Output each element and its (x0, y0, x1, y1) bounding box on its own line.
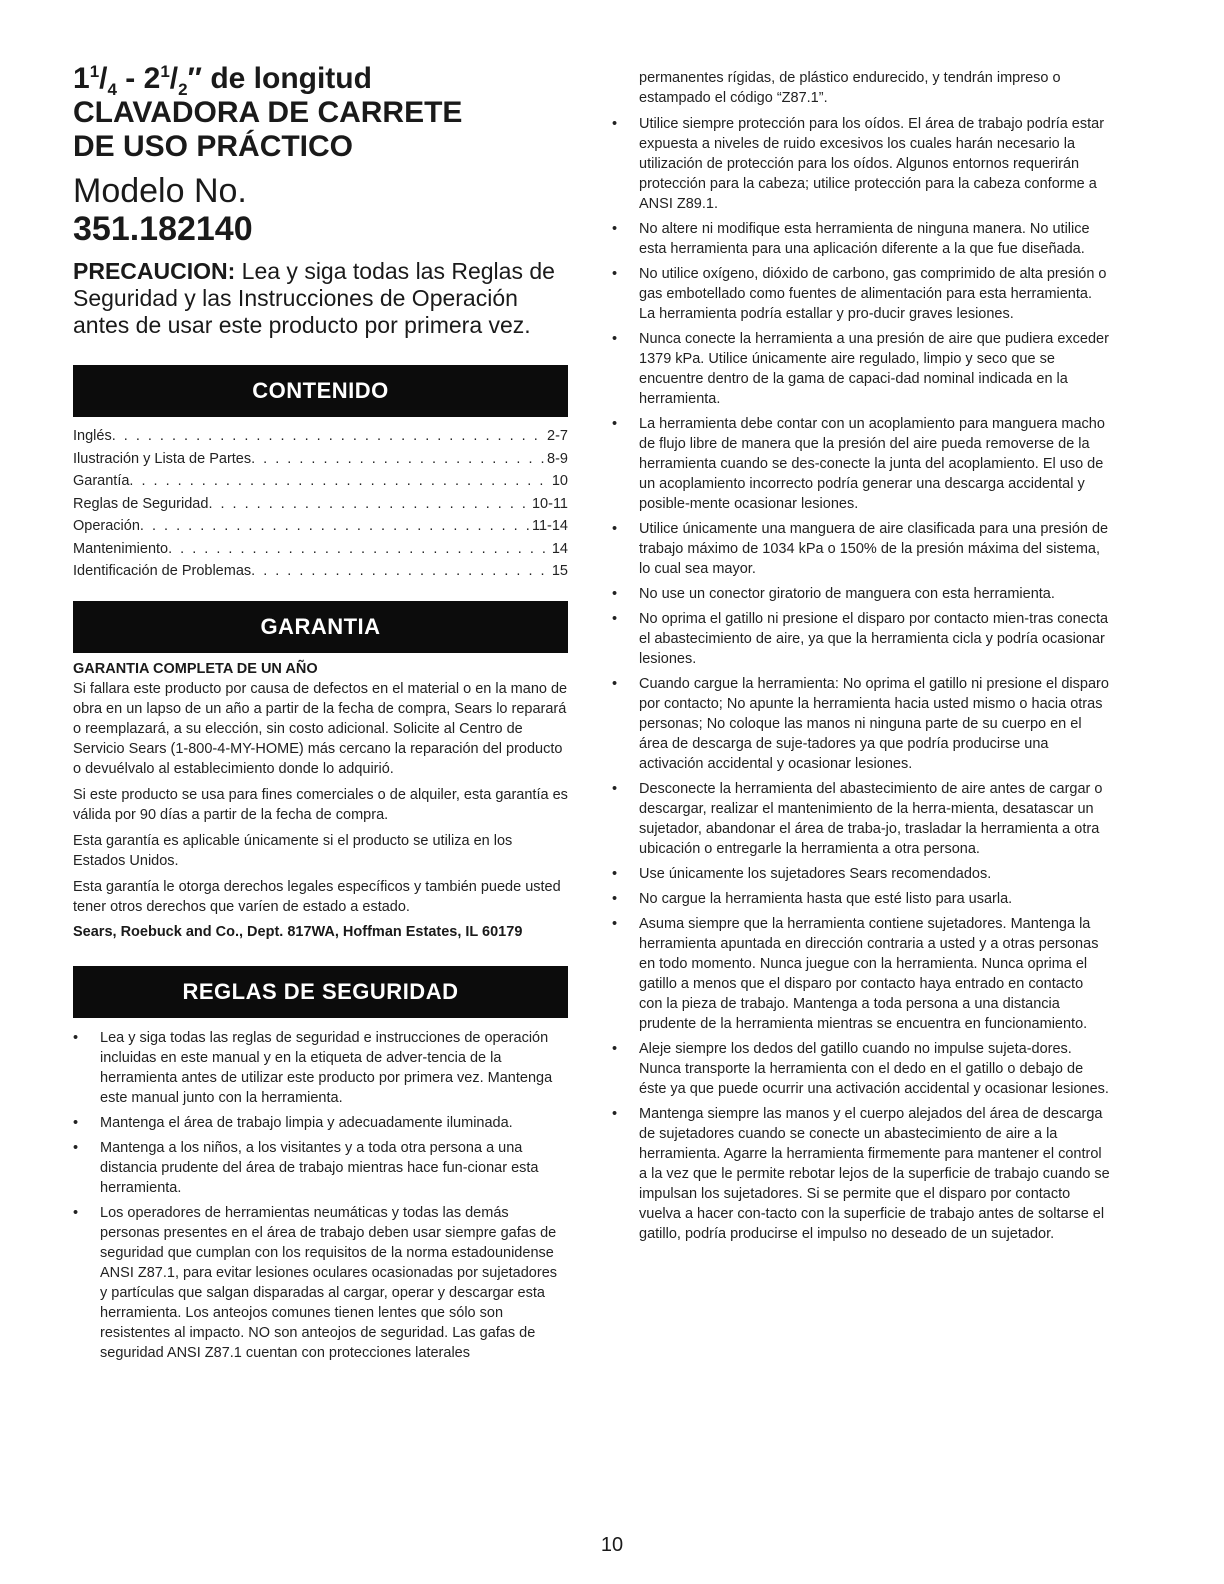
safety-rule: • Utilice siempre protección para los oídos. El área de trabajo podría estar expuesta a niveles de ruido excesivos los cuales harán necesario la utilización de protección para los oídos. Algunos entornos requerirán protección para la cabeza; utilice protección para la cabeza conforme a ANSI Z89.1. (612, 114, 1110, 214)
title-line-1: CLAVADORA DE CARRETE (73, 96, 463, 129)
length-suffix: ″ de longitud (187, 62, 372, 95)
caution-notice (73, 258, 568, 339)
safety-rule: • Desconecte la herramienta del abastecimiento de aire antes de cargar o descargar, realizar el mantenimiento de la herra-mienta, desatascar un sujetador, abandonar el área de traba-jo, trasladar la herramienta a otra ubicación o entregarle la herramienta a otra persona. (612, 779, 1110, 859)
length-denominator-1: 4 (107, 80, 117, 99)
warranty-paragraph: Si fallara este producto por causa de defectos en el material o en la mano de obra en un lapso de un año a partir de la fecha de compra, Sears lo reparará o reemplazará, a su elección, sin costo adicional. Solicite al Centro de Servicio Sears (1-800-4-MY-HOME) más cercano la reparación del producto o devuélvalo al establecimiento donde lo adquirió. (73, 680, 568, 777)
warranty-subheading: GARANTIA COMPLETA DE UN AÑO (73, 660, 318, 677)
safety-list-right (612, 114, 1110, 1244)
safety-rule: • Los operadores de herramientas neumáticas y todas las demás personas presentes en el área de trabajo deben usar siempre gafas de seguridad que cumplan con los requisitos de la norma estadounidense ANSI Z87.1, para evitar lesiones oculares ocasionadas por sujetadores y partículas que salgan disparadas al cargar, operar y descargar esta herramienta. Los anteojos comunes tienen lentes que sólo son resistentes al impacto. NO son anteojos de seguridad. Las gafas de seguridad ANSI Z87.1 cuentan con protecciones laterales (73, 1203, 568, 1363)
length-numerator-2: 1 (160, 62, 170, 81)
contents-row: Operación . . . 11-14 (73, 515, 568, 538)
length-numerator-1: 1 (89, 62, 100, 81)
caution-text: Lea y siga todas las Reglas de Seguridad y las Instrucciones de Operación antes de usar este producto por primera vez. (73, 258, 555, 338)
safety-rule: • No cargue la herramienta hasta que esté listo para usarla. (612, 889, 1110, 909)
safety-rule: • Mantenga el área de trabajo limpia y adecuadamente iluminada. (73, 1113, 568, 1133)
safety-rule: • No use un conector giratorio de manguera con esta herramienta. (612, 584, 1110, 604)
safety-rule: • Mantenga siempre las manos y el cuerpo alejados del área de descarga de sujetadores cuando se conecte un abastecimiento de aire a la herramienta. Agarre la herramienta firmemente para mantener el control a la vez que le permite rebotar lejos de la superficie de trabajo cuando se impulsan los sujetadores. Si se permite que el disparo por contacto vuelva a hacer con-tacto con la superficie de trabajo antes de soltarse el gatillo, podría producirse el impulso no deseado de un sujetador. (612, 1104, 1110, 1244)
safety-rule: • Asuma siempre que la herramienta contiene sujetadores. Mantenga la herramienta apuntada en dirección contraria a usted y a otras personas en todo momento. Nunca juegue con la herramienta. Nunca oprima el gatillo a menos que el disparo por contacto haya entrado en contacto con la pieza de trabajo. Mantenga a toda persona a una distancia prudente de la herramienta mientras se encuentra en funcionamiento. (612, 914, 1110, 1034)
safety-rule: • La herramienta debe contar con un acoplamiento para manguera macho de flujo libre de manera que la presión del aire pueda removerse de la herramienta cuando se des-conecte la junta del acoplamiento. El uso de un acoplamiento incorrecto podría generar una descarga accidental y posible-mente ocasionar lesiones. (612, 414, 1110, 514)
length-denominator-2: 2 (178, 80, 188, 99)
model-number: 351.182140 (73, 210, 253, 248)
page-number: 10 (600, 1534, 624, 1556)
contents-row: Garantía . . . 10 (73, 470, 568, 493)
title-line-2: DE USO PRÁCTICO (73, 130, 354, 163)
contents-row: Identificación de Problemas . . . 15 (73, 560, 568, 583)
contents-row: Reglas de Seguridad . . . 10-11 (73, 493, 568, 516)
safety-list-left (73, 1028, 568, 1363)
length-whole-2: 2 (143, 62, 161, 95)
warranty-paragraph: Esta garantía es aplicable únicamente si el producto se utiliza en los Estados Unidos. (73, 832, 513, 869)
length-whole-1: 1 (73, 62, 90, 95)
warranty-banner: GARANTIA (73, 601, 568, 653)
safety-rule: • Nunca conecte la herramienta a una presión de aire que pudiera exceder 1379 kPa. Utilice únicamente aire regulado, limpio y seco que se encuentre dentro de la gama de capaci-dad nominal indicada en la herramienta. (612, 329, 1110, 409)
model-label: Modelo No. (73, 172, 247, 210)
safety-rule: • Utilice únicamente una manguera de aire clasificada para una presión de trabajo máximo de 1034 kPa o 150% de la presión máxima del sistema, lo cual sea mayor. (612, 519, 1110, 579)
contents-list (73, 425, 568, 583)
safety-banner: REGLAS DE SEGURIDAD (73, 966, 568, 1018)
warranty-paragraph: Esta garantía le otorga derechos legales específicos y también puede usted tener otros derechos que varíen de estado a estado. (73, 878, 561, 915)
warranty-paragraph: Si este producto se usa para fines comerciales o de alquiler, esta garantía es válida por 90 días a partir de la fecha de compra. (73, 786, 568, 823)
length-separator: - (116, 62, 144, 95)
safety-rule: • Cuando cargue la herramienta: No oprima el gatillo ni presione el disparo por contacto; No apunte la herramienta hacia usted mismo o hacia otras personas; No coloque las manos ni ninguna parte de su cuerpo en el área de descarga de suje-tadores ya que podría producirse una activación accidental y ocasionar lesiones. (612, 674, 1110, 774)
safety-rule: • Aleje siempre los dedos del gatillo cuando no impulse sujeta-dores. Nunca transporte la herramienta con el dedo en el gatillo o debajo de éste ya que puede ocurrir una activación accidental y ocasionar lesiones. (612, 1039, 1110, 1099)
right-column (612, 68, 1110, 1249)
contents-row: Ilustración y Lista de Partes . . . 8-9 (73, 448, 568, 471)
safety-rule: • Mantenga a los niños, a los visitantes y a toda otra persona a una distancia prudente del área de trabajo mientras hace fun-cionar esta herramienta. (73, 1138, 568, 1198)
contents-row: Mantenimiento . . . 14 (73, 538, 568, 561)
left-column (73, 62, 568, 1368)
safety-rule: • No utilice oxígeno, dióxido de carbono, gas comprimido de alta presión o gas embotellado como fuentes de alimentación para esta herramienta. La herramienta podría estallar y pro-ducir graves lesiones. (612, 264, 1110, 324)
length-heading: $1^1/_4 - 2^1/_2''$ de longitud (73, 62, 372, 99)
contents-banner: CONTENIDO (73, 365, 568, 417)
contents-row: Inglés . . . 2-7 (73, 425, 568, 448)
safety-rule: • No oprima el gatillo ni presione el disparo por contacto mien-tras conecta el abastecimiento de aire, ya que la herramienta cicla y podría ocasionar lesiones. (612, 609, 1110, 669)
caution-lead: PRECAUCION: (73, 258, 236, 284)
safety-rule: • Use únicamente los sujetadores Sears recomendados. (612, 864, 1110, 884)
warranty-address: Sears, Roebuck and Co., Dept. 817WA, Hoffman Estates, IL 60179 (73, 923, 523, 940)
safety-rule: • Lea y siga todas las reglas de seguridad e instrucciones de operación incluidas en este manual y en la etiqueta de adver-tencia de la herramienta antes de utilizar este producto por primera vez. Mantenga este manual junto con la herramienta. (73, 1028, 568, 1108)
safety-rule-continuation: permanentes rígidas, de plástico endurecido, y tendrán impreso o estampado el código “Z87.1”. (639, 70, 1061, 106)
safety-rule: • No altere ni modifique esta herramienta de ninguna manera. No utilice esta herramienta para una aplicación diferente a la que fue diseñada. (612, 219, 1110, 259)
